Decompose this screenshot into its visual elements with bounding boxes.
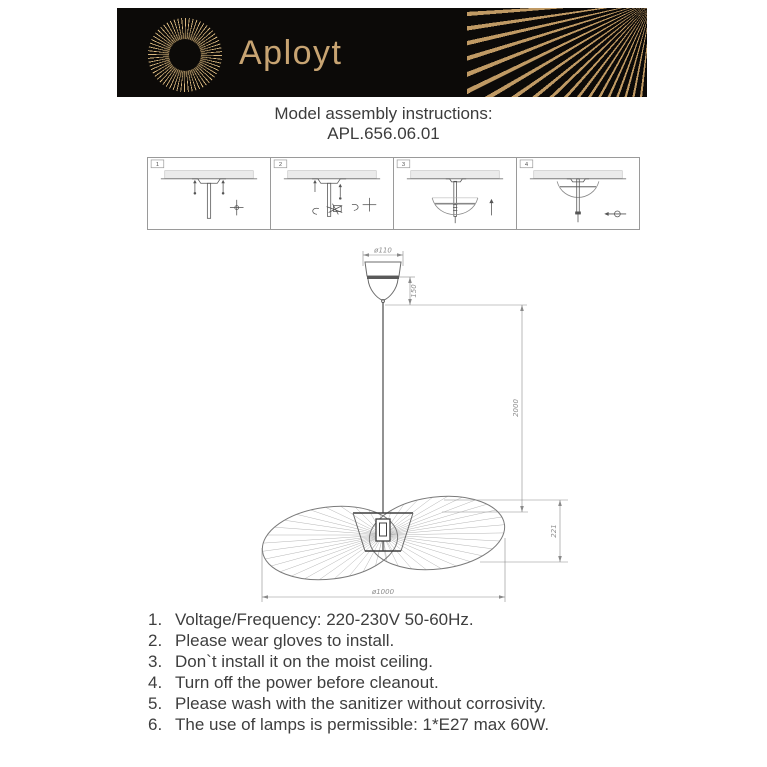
- instruction-number: 6.: [148, 715, 163, 734]
- instruction-text: Don`t install it on the moist ceiling.: [175, 652, 433, 671]
- step-number: 2: [278, 162, 283, 169]
- instruction-number: 2.: [148, 631, 163, 650]
- rays-decoration-icon: [467, 8, 647, 97]
- step-4-diagram: [517, 158, 639, 229]
- brand-banner: [117, 8, 647, 97]
- page-title: [0, 104, 767, 144]
- assembly-step-1: [147, 157, 271, 230]
- step-number: 3: [401, 162, 406, 169]
- pendant-lamp-drawing: [230, 242, 590, 610]
- dim-shade-height: 221: [550, 524, 558, 538]
- dim-wire-length: 2000: [512, 399, 520, 417]
- instruction-number: 1.: [148, 610, 163, 629]
- instruction-text: The use of lamps is permissible: 1*E27 max 60W.: [175, 715, 550, 734]
- shade-left-lobe: [258, 499, 402, 587]
- step-1-diagram: [148, 158, 270, 229]
- instruction-text: Turn off the power before cleanout.: [175, 673, 439, 692]
- technical-drawing: [230, 242, 590, 610]
- page-title-line1: Model assembly instructions:: [274, 104, 493, 123]
- dim-shade-diameter: ø1000: [371, 588, 395, 596]
- shade-ribs-left: [263, 506, 398, 579]
- instruction-text: Please wear gloves to install.: [175, 631, 395, 650]
- instruction-item: [148, 693, 653, 714]
- instruction-text: Voltage/Frequency: 220-230V 50-60Hz.: [175, 610, 474, 629]
- assembly-step-3: [393, 157, 517, 230]
- instruction-item: [148, 714, 653, 735]
- instruction-text: Please wash with the sanitizer without corrosivity.: [175, 694, 547, 713]
- socket-box: [376, 519, 390, 541]
- step-number: 1: [155, 162, 160, 169]
- step-2-diagram: [271, 158, 393, 229]
- brand-name: Aployt: [239, 34, 343, 72]
- page-title-line2: APL.656.06.01: [327, 124, 440, 143]
- instruction-item: [148, 609, 653, 630]
- starburst-logo-icon: [148, 18, 222, 92]
- assembly-step-2: [270, 157, 394, 230]
- dim-canopy-height: 150: [410, 284, 418, 298]
- assembly-step-4: [516, 157, 640, 230]
- assembly-steps-row: [147, 157, 640, 230]
- instruction-item: [148, 651, 653, 672]
- instruction-item: [148, 630, 653, 651]
- instruction-item: [148, 672, 653, 693]
- step-number: 4: [524, 162, 529, 169]
- instruction-number: 5.: [148, 694, 163, 713]
- instruction-number: 4.: [148, 673, 163, 692]
- instruction-number: 3.: [148, 652, 163, 671]
- instructions-list: [148, 609, 653, 735]
- dim-canopy-diameter: ø110: [374, 246, 392, 255]
- step-3-diagram: [394, 158, 516, 229]
